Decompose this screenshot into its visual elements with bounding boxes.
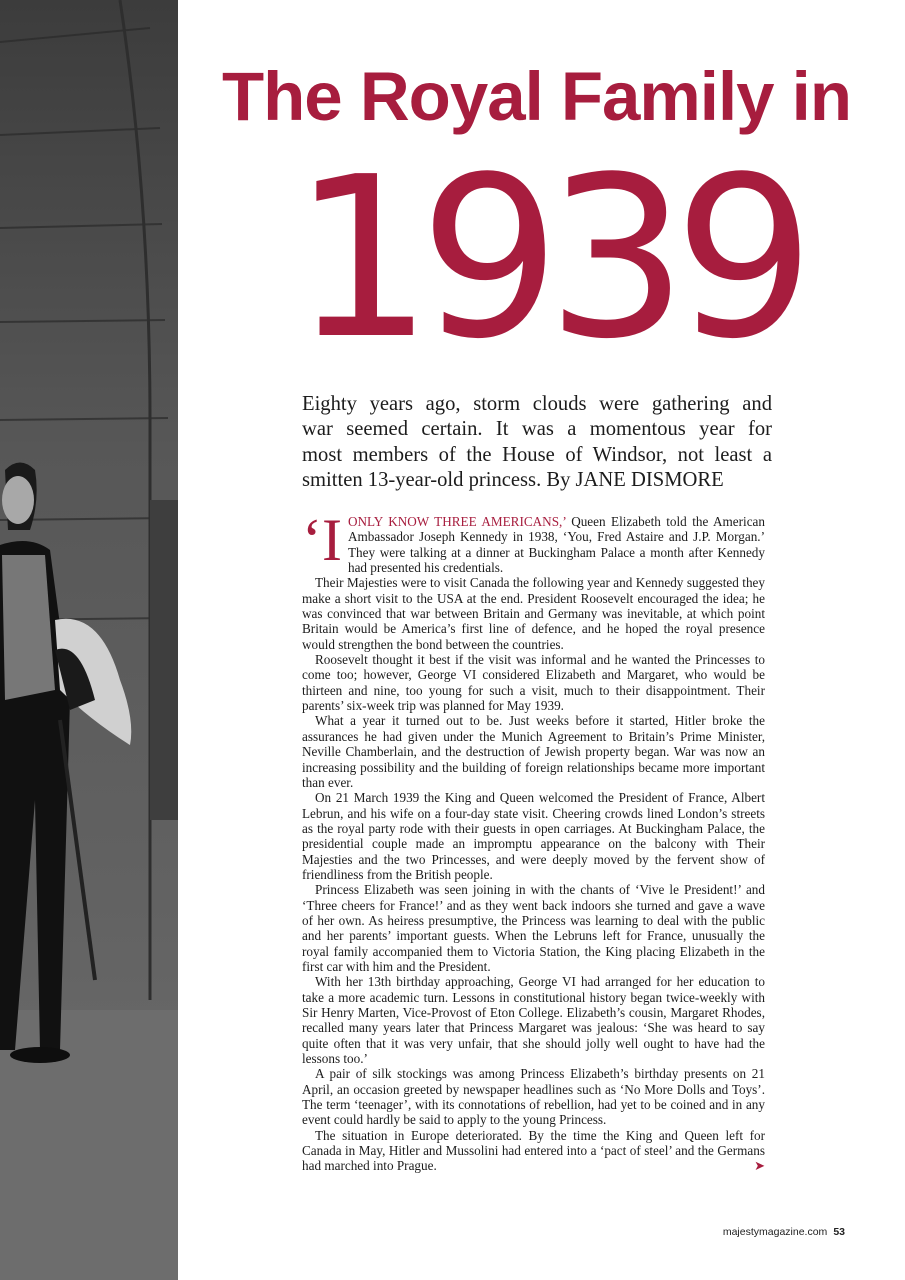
article-paragraph: Roosevelt thought it best if the visit was informal and he wanted the Princesses to come too; however, George VI considered Elizabeth and Margaret, who would be thirteen and nine, too young for such a visit, much to their disappointment. Their parents’ six-week trip was planned for May 1939. [302,652,765,714]
standfirst-line: Eighty years ago, storm clouds were gathering and [302,393,772,415]
standfirst-byline: smitten 13-year-old princess. By JANE DISMORE [302,469,724,492]
courtier-illustration [0,0,178,1280]
article-paragraph: A pair of silk stockings was among Princess Elizabeth’s birthday presents on 21 April, an occasion greeted by newspaper headlines such as ‘No More Dolls and Toys’. The term ‘teenager’, with its connotations of rebellion, had yet to be coined and in any event could hardly be said to apply to the young Princess. [302,1066,765,1128]
article-paragraph [302,1128,765,1174]
lead-in: ONLY KNOW THREE AMERICANS,’ [347,514,566,529]
continue-arrow-icon: ➤ [754,1158,765,1174]
standfirst [302,392,772,494]
paragraph-text: Queen Elizabeth told the American Ambassador Joseph Kennedy in 1938, ‘You, Fred Astaire and J.P. Morgan.’ They were talking at a dinner at Buckingham Palace a month after Kennedy had presented his credentials. [347,514,765,576]
footer-site: majestymagazine.com [722,1226,828,1238]
page-footer [723,1226,845,1238]
page-number: 53 [833,1226,845,1238]
article-paragraph: On 21 March 1939 the King and Queen welcomed the President of France, Albert Lebrun, and his wife on a four-day state visit. Cheering crowds lined London’s streets as the royal party rode with their guests in open carriages. At Buckingham Palace, the presidential couple made an impromptu appearance on the balcony with Their Majesties and the two Princesses, and were deeply moved by the fervent show of friendliness from the British people. [302,790,765,882]
article-paragraph: What a year it turned out to be. Just weeks before it started, Hitler broke the assurances he had given under the Munich Agreement to Britain’s Prime Minister, Neville Chamberlain, and the destruction of Jewish property began. War was now an increasing possibility and the building of foreign relationships became more important than ever. [302,713,765,790]
headline-year: 1939 [292,130,801,388]
headline-title: The Royal Family in [222,58,851,135]
standfirst-line: war seemed certain. It was a momentous year for [302,418,772,441]
article-paragraph: Princess Elizabeth was seen joining in with the chants of ‘Vive le President!’ and ‘Three cheers for France!’ and as they went back indoors she turned and gave a wave of her own. As heiress presumptive, the Princess was learning to deal with the public and her parents’ important guests. When the Lebruns left for France, unusually the royal family accompanied them to Victoria Station, the King placing Elizabeth in the first car with him and the President. [302,882,765,974]
article-paragraph: With her 13th birthday approaching, George VI had arranged for her education to take a more academic turn. Lessons in constitutional history began twice-weekly with Sir Henry Marten, Vice-Provost of Eton College. Elizabeth’s cousin, Margaret Rhodes, recalled many years later that Princess Margaret was jealous: ‘She was heard to say quite often that it was very unfair, that she should jolly well ought to have had the lessons too.’ [302,974,765,1067]
paragraph-text: The situation in Europe deteriorated. By the time the King and Queen left for Canada in May, Hitler and Mussolini had entered into a ‘pact of steel’ and the Germans had marched into Prague. [302,1127,765,1174]
drop-cap: ‘I [302,507,342,573]
standfirst-line: most members of the House of Windsor, not least a [302,443,772,466]
article-paragraph: Their Majesties were to visit Canada the following year and Kennedy suggested they make a short visit to the USA at the end. President Roosevelt encouraged the idea; he was convinced that war between Britain and Germany was inevitable, at which point Britain would be America’s first line of defence, and he hoped the royal presence would strengthen the bond between the countries. [302,575,765,652]
article-paragraph [302,507,765,576]
article-body [302,507,765,1174]
archive-photo-courtier [0,0,178,1280]
